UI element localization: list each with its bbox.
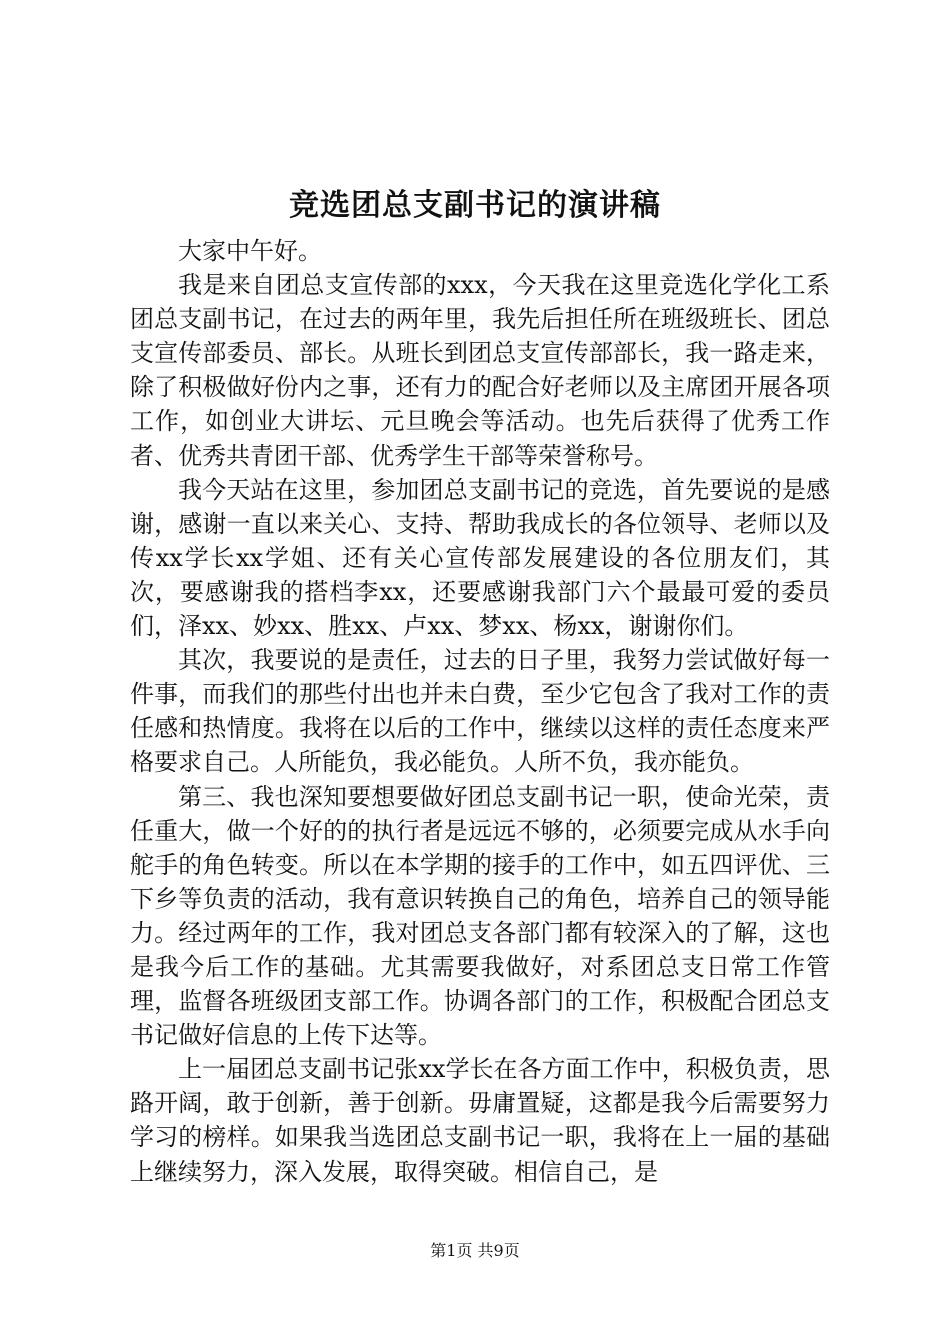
paragraph-greeting: 大家中午好。 — [178, 237, 322, 265]
page-title: 竞选团总支副书记的演讲稿 — [289, 188, 661, 223]
page-number-footer: 第1页 共9页 — [430, 1241, 520, 1260]
document-body — [130, 234, 830, 1189]
paragraph-gratitude: 我今天站在这里，参加团总支副书记的竞选，首先要说的是感谢，感谢一直以来关心、支持、帮助我成长的各位领导、老师以及传xx学长xx学姐、还有关心宣传部发展建设的各位朋友们，其次，要感谢我的搭档李xx，还要感谢我部门六个最最可爱的委员们，泽xx、妙xx、胜xx、卢xx、梦xx、杨xx，谢谢你们。 — [130, 475, 830, 641]
paragraph-responsibility: 其次，我要说的是责任，过去的日子里，我努力尝试做好每一件事，而我们的那些付出也并未白费，至少它包含了我对工作的责任感和热情度。我将在以后的工作中，继续以这样的责任态度来严格要求自己。人所能负，我必能负。人所不负，我亦能负。 — [130, 646, 830, 777]
paragraph-introduction: 我是来自团总支宣传部的xxx，今天我在这里竞选化学化工系团总支副书记，在过去的两年里，我先后担任所在班级班长、团总支宣传部委员、部长。从班长到团总支宣传部部长，我一路走来，除了积极做好份内之事，还有力的配合好老师以及主席团开展各项工作，如创业大讲坛、元旦晚会等活动。也先后获得了优秀工作者、优秀共青团干部、优秀学生干部等荣誉称号。 — [130, 271, 830, 470]
paragraph-role-change: 第三、我也深知要想要做好团总支副书记一职，使命光荣，责任重大，做一个好的的执行者是远远不够的，必须要完成从水手向舵手的角色转变。所以在本学期的接手的工作中，如五四评优、三下乡等负责的活动，我有意识转换自己的角色，培养自己的领导能力。经过两年的工作，我对团总支各部门都有较深入的了解，这也是我今后工作的基础。尤其需要我做好，对系团总支日常工作管理，监督各班级团支部工作。协调各部门的工作，积极配合团总支书记做好信息的上传下达等。 — [130, 782, 830, 1050]
paragraph-role-model: 上一届团总支副书记张xx学长在各方面工作中，积极负责，思路开阔，敢于创新，善于创新。毋庸置疑，这都是我今后需要努力学习的榜样。如果我当选团总支副书记一职，我将在上一届的基础上继续努力，深入发展，取得突破。相信自己，是 — [130, 1055, 830, 1186]
